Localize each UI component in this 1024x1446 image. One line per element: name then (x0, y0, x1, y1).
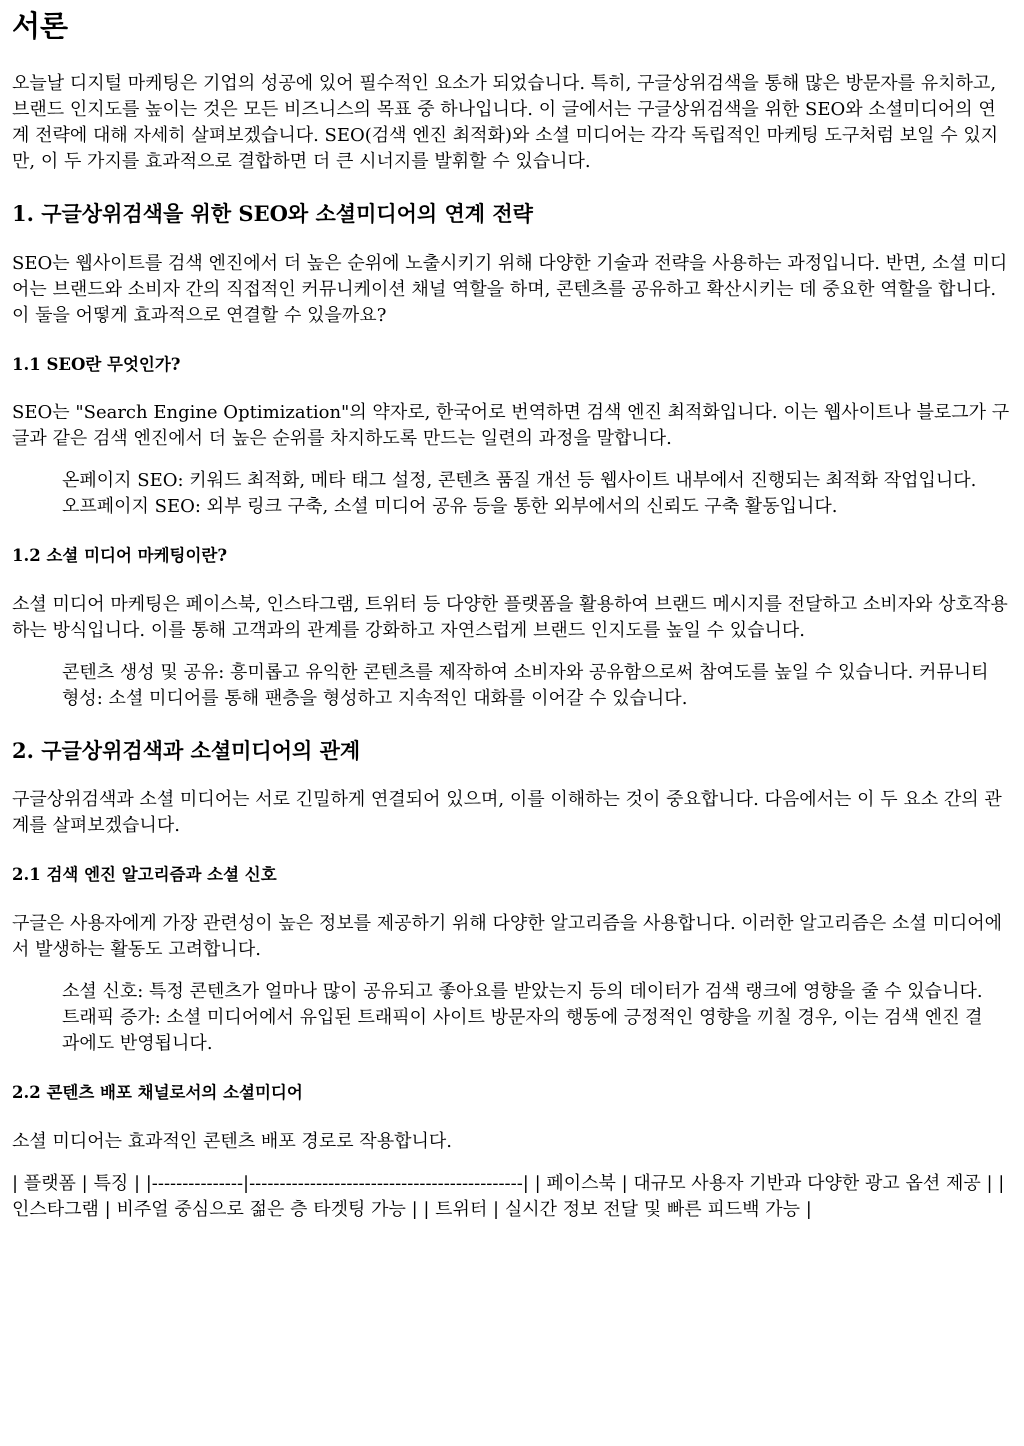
section-2-1-paragraph: 구글은 사용자에게 가장 관련성이 높은 정보를 제공하기 위해 다양한 알고리즘을 사용합니다. 이러한 알고리즘은 소셜 미디어에서 발생하는 활동도 고려합니다. (12, 913, 1002, 961)
section-1-1-heading: 1.1 SEO란 무엇인가? (12, 354, 181, 374)
section-1-2-quote: 콘텐츠 생성 및 공유: 흥미롭고 유익한 콘텐츠를 제작하여 소비자와 공유함으로써 참여도를 높일 수 있습니다. 커뮤니티 형성: 소셜 미디어를 통해 팬층을 형성하고 지속적인 대화를 이어갈 수 있습니다. (62, 662, 989, 710)
section-1-2-heading: 1.2 소셜 미디어 마케팅이란? (12, 546, 227, 566)
section-2-1-quote: 소셜 신호: 특정 콘텐츠가 얼마나 많이 공유되고 좋아요를 받았는지 등의 데이터가 검색 랭크에 영향을 줄 수 있습니다. 트래픽 증가: 소셜 미디어에서 유입된 트래픽이 사이트 방문자의 행동에 긍정적인 영향을 끼칠 경우, 이는 검색 엔진 결과에도 반영됩니다. (62, 981, 983, 1055)
section-1-1-quote: 온페이지 SEO: 키워드 최적화, 메타 태그 설정, 콘텐츠 품질 개선 등 웹사이트 내부에서 진행되는 최적화 작업입니다. 오프페이지 SEO: 외부 링크 구축, 소셜 미디어 공유 등을 통한 외부에서의 신뢰도 구축 활동입니다. (62, 470, 977, 518)
page-title: 서론 (12, 9, 69, 43)
section-2-paragraph: 구글상위검색과 소셜 미디어는 서로 긴밀하게 연결되어 있으며, 이를 이해하는 것이 중요합니다. 다음에서는 이 두 요소 간의 관계를 살펴보겠습니다. (12, 789, 1002, 837)
section-1-1-paragraph: SEO는 "Search Engine Optimization"의 약자로, 한국어로 번역하면 검색 엔진 최적화입니다. 이는 웹사이트나 블로그가 구글과 같은 검색 엔진에서 더 높은 순위를 차지하도록 만드는 일련의 과정을 말합니다. (12, 402, 1010, 450)
section-2-2-paragraph: 소셜 미디어는 효과적인 콘텐츠 배포 경로로 작용합니다. (12, 1130, 452, 1152)
section-1-2-paragraph: 소셜 미디어 마케팅은 페이스북, 인스타그램, 트위터 등 다양한 플랫폼을 활용하여 브랜드 메시지를 전달하고 소비자와 상호작용하는 방식입니다. 이를 통해 고객과의 관계를 강화하고 자연스럽게 브랜드 인지도를 높일 수 있습니다. (12, 594, 1008, 642)
section-2-heading: 2. 구글상위검색과 소셜미디어의 관계 (12, 738, 361, 764)
intro-paragraph: 오늘날 디지털 마케팅은 기업의 성공에 있어 필수적인 요소가 되었습니다. 특히, 구글상위검색을 통해 많은 방문자를 유치하고, 브랜드 인지도를 높이는 것은 모든 비즈니스의 목표 중 하나입니다. 이 글에서는 구글상위검색을 위한 SEO와 소셜미디어의 연계 전략에 대해 자세히 살펴보겠습니다. SEO(검색 엔진 최적화)와 소셜 미디어는 각각 독립적인 마케팅 도구처럼 보일 수 있지만, 이 두 가지를 효과적으로 결합하면 더 큰 시너지를 발휘할 수 있습니다. (12, 73, 999, 173)
platform-table-raw: | 플랫폼 | 특징 | |---------------|---------------------------------------------| | 페이스북 | 대규모 사용자 기반과 다양한 광고 옵션 제공 | | 인스타그램 | 비주얼 중심으로 젊은 층 타겟팅 가능 | | 트위터 | 실시간 정보 전달 및 빠른 피드백 가능 | (12, 1172, 1005, 1220)
section-1-heading: 1. 구글상위검색을 위한 SEO와 소셜미디어의 연계 전략 (12, 201, 533, 227)
section-2-2-heading: 2.2 콘텐츠 배포 채널로서의 소셜미디어 (12, 1083, 303, 1103)
section-1-paragraph: SEO는 웹사이트를 검색 엔진에서 더 높은 순위에 노출시키기 위해 다양한 기술과 전략을 사용하는 과정입니다. 반면, 소셜 미디어는 브랜드와 소비자 간의 직접적인 커뮤니케이션 채널 역할을 하며, 콘텐츠를 공유하고 확산시키는 데 중요한 역할을 합니다. 이 둘을 어떻게 효과적으로 연결할 수 있을까요? (12, 252, 1008, 326)
section-2-1-heading: 2.1 검색 엔진 알고리즘과 소셜 신호 (12, 865, 277, 885)
